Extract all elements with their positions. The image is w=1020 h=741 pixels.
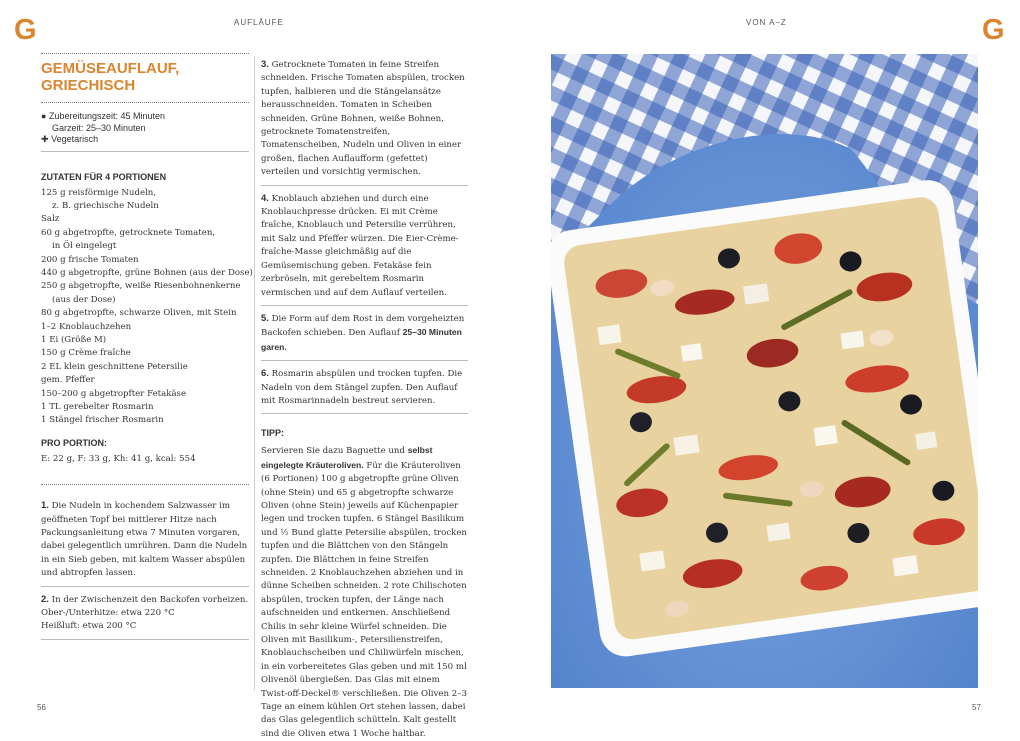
step-text: Die Form auf dem Rost in dem vorgeheizten Backofen schieben. Den Auflauf	[261, 313, 465, 339]
ingredient-item: Salz	[41, 214, 60, 225]
left-column	[41, 53, 253, 640]
title-bottom-divider	[41, 102, 249, 103]
ingredient-item: 200 g frische Tomaten	[41, 254, 139, 265]
step-5	[261, 312, 468, 355]
ingredient-item: gem. Pfeffer	[41, 375, 95, 386]
column-separator	[254, 56, 255, 690]
step-text: Rosmarin abspülen und trocken tupfen. Die Nadeln von dem Stängel zupfen. Den Auflauf mit Rosmarinnadeln bestreut servieren.	[261, 369, 463, 406]
step-number: 4.	[261, 192, 269, 204]
step-number: 1.	[41, 500, 49, 512]
step-text: Getrocknete Tomaten in feine Streifen schneiden. Frische Tomaten abspülen, trocken tupfen, halbieren und die Stängelansätze herausschneiden. Tomaten in Scheiben schneiden. Grüne Bohnen, weiße Bohnen, getrocknete Tomatenstreifen, Tomatenscheiben, Nudeln und Oliven in einer großen, flachen Auflaufform (gefettet) verteilen und vorsichtig vermischen.	[261, 60, 465, 178]
ingredient-item: 1 TL gerebelter Rosmarin	[41, 402, 154, 412]
step-3	[261, 58, 468, 180]
ingredient-item: (aus der Dose)	[52, 294, 116, 305]
prep-time-row	[41, 111, 249, 123]
page-number-left: 56	[37, 703, 46, 712]
ingredient-item: 1–2 Knoblauchzehen	[41, 321, 132, 332]
ingredient-item: 2 EL klein geschnittene Petersilie	[41, 361, 188, 372]
meta-divider	[41, 151, 249, 152]
ingredient-item: 150 g Crème fraîche	[41, 348, 131, 359]
step-text: Knoblauch abziehen und durch eine Knoblauchpresse drücken. Ei mit Crème fraîche, Knoblauch und Petersilie verrühren, mit Salz und Pfeffer würzen. Die Eier-Crème-fraîche-Masse gleichmäßig auf die Gemüsemischung geben. Fetakäse fein zerbröseln, mit gerebeltem Rosmarin vermischen und auf dem Auflauf verteilen.	[261, 193, 459, 298]
step-4	[261, 192, 468, 300]
nutrition-info: E: 22 g, F: 33 g, Kh: 41 g, kcal: 554	[41, 453, 196, 464]
step-text: Die Nudeln in kochendem Salzwasser im geöffneten Topf bei mittlerer Hitze nach Packungsanleitung etwa 7 Minuten vorgaren, dabei gelegentlich umrühren. Dann die Nudeln in ein Sieb geben, mit kaltem Wasser abspülen und abtropfen lassen.	[41, 501, 248, 579]
recipe-meta	[41, 111, 249, 146]
recipe-title-line-2: GRIECHISCH	[41, 77, 136, 94]
step-number: 6.	[261, 368, 269, 380]
vegetarian-row	[41, 134, 249, 146]
ingredients-heading: ZUTATEN FÜR 4 PORTIONEN	[41, 171, 167, 182]
ingredient-item: 250 g abgetropfte, weiße Riesenbohnenkerne	[41, 281, 241, 292]
running-head-right: VON A–Z	[746, 18, 787, 27]
tip-text-intro: Servieren Sie dazu Baguette und	[261, 446, 405, 457]
recipe-photo	[551, 54, 978, 688]
tip-text	[261, 444, 468, 741]
step-2	[41, 593, 249, 634]
page-number-right: 57	[972, 703, 981, 712]
recipe-title-line-1: GEMÜSEAUFLAUF,	[41, 60, 180, 77]
ingredient-item: 150–200 g abgetropfter Fetakäse	[41, 388, 187, 399]
middle-column	[261, 58, 468, 741]
ingredient-item: 125 g reisförmige Nudeln,	[41, 187, 157, 198]
step-text-oven: Ober-/Unterhitze: etwa 220 °C	[41, 608, 175, 619]
tip-heading: TIPP:	[261, 428, 285, 439]
ingredient-item: 60 g abgetropfte, getrocknete Tomaten,	[41, 227, 216, 238]
vegetarian-label: Vegetarisch	[51, 134, 99, 144]
ingredient-item: in Öl eingelegt	[52, 241, 117, 252]
cook-time: Garzeit: 25–30 Minuten	[52, 122, 146, 133]
clock-icon: ●	[41, 111, 47, 121]
step-6	[261, 367, 468, 408]
portion-heading: PRO PORTION:	[41, 437, 108, 448]
step-number: 3.	[261, 59, 269, 70]
ingredient-item: 440 g abgetropfte, grüne Bohnen (aus der Dose)	[41, 267, 253, 278]
prep-time: Zubereitungszeit: 45 Minuten	[48, 111, 166, 121]
casserole-photo-illustration	[551, 54, 978, 688]
tip-text-bold: selbst eingelegte Kräuteroliven.	[261, 445, 433, 470]
tip-text-body: Für die Kräuteroliven (6 Portionen) 100 g abgetropfte grüne Oliven (ohne Stein) und 65 g abgetropfte schwarze Oliven (ohne Stein) jeweils auf Küchenpapier legen und trocken tupfen. 6 Stängel Basilikum und ½ Bund glatte Petersilie abspülen, trocken tupfen und die Blättchen von den Stängeln zupfen. Die Blättchen in feine Streifen schneiden. 2 Knoblauchzehen abziehen und in dünne Scheiben schneiden. 2 rote Chilischoten abspülen, trocken tupfen, der Länge nach aufschneiden und entkernen. Anschließend Chilis in sehr kleine Würfel schneiden. Die Oliven mit Basilikum-, Petersilienstreifen, Knoblauchscheiben und Chiliwürfeln mischen, in ein vorbereitetes Glas geben und mit 150 ml Olivenöl übergießen. Das Glas mit einem Twist-off-Deckel® verschließen. Die Oliven 2–3 Tage an einem kühlen Ort stehen lassen, dabei das Glas gelegentlich schütteln. Kalt gestellt sind die Oliven etwa 1 Woche haltbar.	[261, 460, 467, 739]
plus-icon: ✚	[41, 134, 49, 144]
ingredient-item: 1 Ei (Größe M)	[41, 334, 107, 345]
step-divider	[261, 185, 468, 186]
step-text: In der Zwischenzeit den Backofen vorheizen.	[51, 594, 249, 605]
section-letter-left: G	[14, 14, 37, 46]
ingredient-item: 80 g abgetropfte, schwarze Oliven, mit Stein	[41, 308, 237, 319]
step-text-bold: 25–30 Minuten garen.	[261, 327, 462, 352]
step-1	[41, 499, 249, 580]
ingredient-item: z. B. griechische Nudeln	[52, 200, 159, 211]
step-divider	[41, 586, 249, 587]
ingredients-list	[41, 187, 253, 428]
step-divider	[261, 413, 468, 414]
step-number: 2.	[41, 593, 49, 605]
step-divider	[261, 305, 468, 306]
step-number: 5.	[261, 312, 269, 324]
step-divider	[41, 639, 249, 640]
running-head-left: AUFLÄUFE	[234, 18, 284, 27]
section-letter-right: G	[982, 14, 1005, 46]
recipe-title	[41, 60, 249, 94]
step-text-convection: Heißluft: etwa 200 °C	[41, 621, 137, 632]
title-top-divider	[41, 53, 249, 54]
step-divider	[261, 360, 468, 361]
steps-divider	[41, 484, 249, 485]
ingredient-item: 1 Stängel frischer Rosmarin	[41, 415, 164, 426]
